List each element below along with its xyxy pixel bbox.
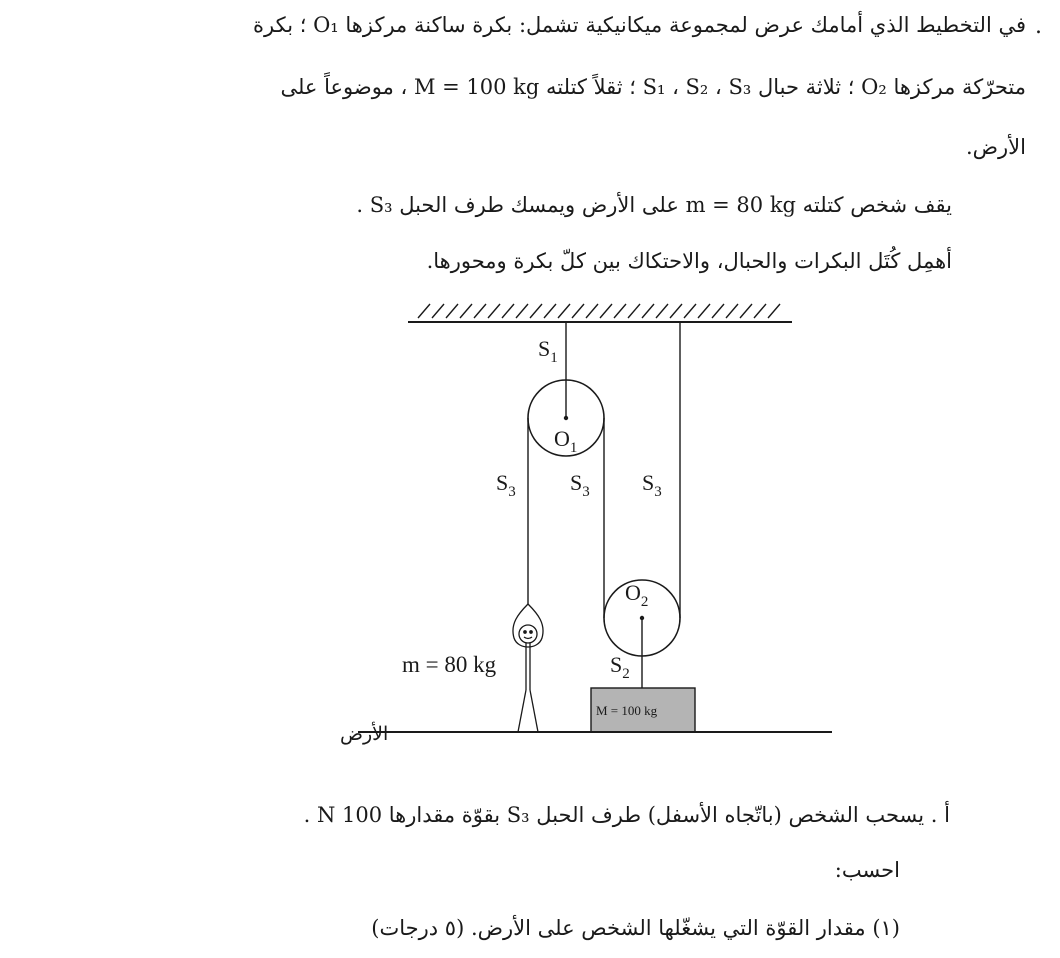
person-mass-label: m = 80 kg [402, 652, 497, 677]
pulley-o1-center [564, 416, 568, 420]
intro-line-5: أهمِل كُتَل البكرات والحبال، والاحتكاك بين كلّ بكرة ومحورها. [426, 249, 952, 273]
calculate-label: احسب: [834, 858, 900, 882]
block-mass-label: M = 100 kg [596, 703, 658, 718]
intro-line-1: في التخطيط الذي أمامك عرض لمجموعة ميكانيكية تشمل: بكرة ساكنة مركزها O₁ ؛ بكرة [253, 13, 1026, 37]
question-part-a: أ . يسحب الشخص (باتّجاه الأسفل) طرف الحبل S₃ بقوّة مقدارها 100 N . [303, 803, 950, 827]
ceiling [408, 304, 792, 322]
person [513, 604, 543, 732]
question-1: (١) مقدار القوّة التي يشغّلها الشخص على الأرض. (٥ درجات) [371, 916, 900, 940]
ground-label: الأرض [340, 724, 389, 745]
pulley-o1-label: $O_1$ [554, 426, 578, 456]
bullet-mark: . [1035, 14, 1042, 39]
rope-s3-middle-label: $S_3$ [570, 470, 590, 500]
rope-s3-right-label: $S_3$ [642, 470, 662, 500]
rope-s3-left-label: $S_3$ [496, 470, 516, 500]
intro-line-3: الأرض. [965, 135, 1026, 159]
rope-s2-label: $S_2$ [610, 652, 630, 682]
rope-s1-label: $S_1$ [538, 336, 558, 366]
intro-line-4: يقف شخص كتلته m = 80 kg على الأرض ويمسك طرف الحبل S₃ . [356, 193, 952, 217]
intro-line-2: متحرّكة مركزها O₂ ؛ ثلاثة حبال S₁ ، S₂ ، S₃ ؛ ثقلاً كتلته M = 100 kg ، موضوعاً على [280, 75, 1026, 99]
pulley-o2-label: $O_2$ [625, 580, 649, 610]
